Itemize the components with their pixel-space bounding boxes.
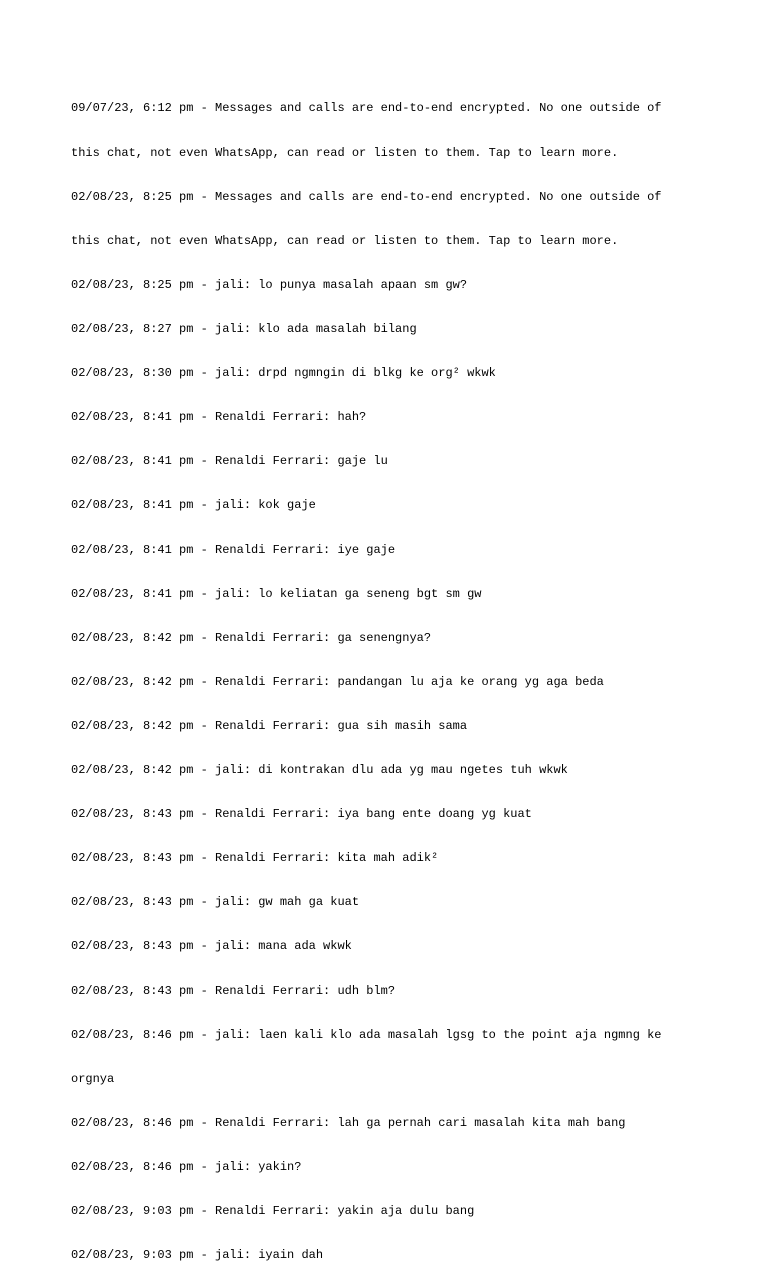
text-line: 02/08/23, 9:03 pm - jali: iyain dah <box>71 1248 324 1263</box>
text-line: 02/08/23, 8:43 pm - Renaldi Ferrari: kita mah adik² <box>71 851 439 866</box>
text-line: 02/08/23, 8:27 pm - jali: klo ada masalah bilang <box>71 321 417 336</box>
text-line: 02/08/23, 8:43 pm - jali: gw mah ga kuat <box>71 895 360 910</box>
text-line: 02/08/23, 8:46 pm - jali: laen kali klo ada masalah lgsg to the point aja ngmng ke <box>71 1027 662 1042</box>
chat-export-text <box>71 72 699 1278</box>
text-line: 02/08/23, 8:46 pm - Renaldi Ferrari: lah ga pernah cari masalah kita mah bang <box>71 1115 626 1130</box>
text-line: 02/08/23, 8:43 pm - jali: mana ada wkwk <box>71 939 352 954</box>
text-line: 02/08/23, 8:41 pm - Renaldi Ferrari: hah? <box>71 410 367 425</box>
text-line: 02/08/23, 8:25 pm - jali: lo punya masalah apaan sm gw? <box>71 277 468 292</box>
text-line: 02/08/23, 8:42 pm - Renaldi Ferrari: gua sih masih sama <box>71 718 468 733</box>
text-line: 02/08/23, 8:42 pm - Renaldi Ferrari: pandangan lu aja ke orang yg aga beda <box>71 674 604 689</box>
text-line: 02/08/23, 8:43 pm - Renaldi Ferrari: udh blm? <box>71 983 396 998</box>
text-line: 02/08/23, 8:43 pm - Renaldi Ferrari: iya bang ente doang yg kuat <box>71 807 532 822</box>
text-line: 09/07/23, 6:12 pm - Messages and calls are end-to-end encrypted. No one outside of <box>71 101 662 116</box>
text-line: 02/08/23, 8:42 pm - jali: di kontrakan dlu ada yg mau ngetes tuh wkwk <box>71 763 568 778</box>
text-line: 02/08/23, 8:46 pm - jali: yakin? <box>71 1160 302 1175</box>
text-line: 02/08/23, 8:41 pm - Renaldi Ferrari: iye gaje <box>71 542 396 557</box>
text-line: 02/08/23, 8:25 pm - Messages and calls are end-to-end encrypted. No one outside of <box>71 189 662 204</box>
text-line: this chat, not even WhatsApp, can read or listen to them. Tap to learn more. <box>71 145 619 160</box>
text-line: 02/08/23, 8:41 pm - jali: kok gaje <box>71 498 316 513</box>
text-line: 02/08/23, 9:03 pm - Renaldi Ferrari: yakin aja dulu bang <box>71 1204 475 1219</box>
text-line: 02/08/23, 8:30 pm - jali: drpd ngmngin di blkg ke org² wkwk <box>71 366 496 381</box>
text-line: 02/08/23, 8:41 pm - Renaldi Ferrari: gaje lu <box>71 454 388 469</box>
text-line: this chat, not even WhatsApp, can read or listen to them. Tap to learn more. <box>71 233 619 248</box>
text-line: orgnya <box>71 1071 115 1086</box>
text-line: 02/08/23, 8:41 pm - jali: lo keliatan ga seneng bgt sm gw <box>71 586 482 601</box>
text-line: 02/08/23, 8:42 pm - Renaldi Ferrari: ga senengnya? <box>71 630 432 645</box>
